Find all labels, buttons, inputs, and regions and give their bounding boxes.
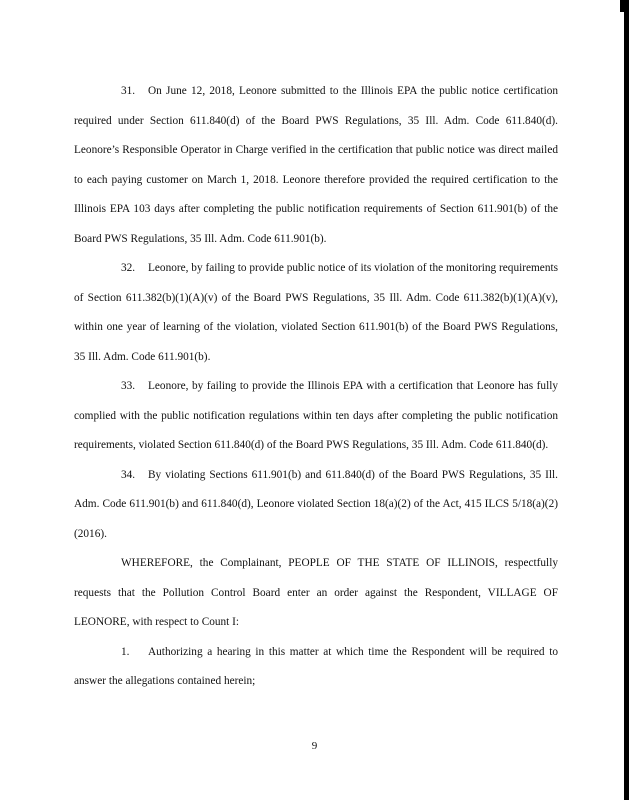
paragraph-number: 32. (121, 262, 136, 274)
wherefore-clause: WHEREFORE, the Complainant, PEOPLE OF THE STATE OF ILLINOIS, respectfully requests that the Pollution Control Board enter an order against the Respondent, VILLAGE OF LEONORE, with respect to Count I: (74, 557, 558, 628)
request-number: 1. (121, 645, 130, 658)
scan-corner-shadow (620, 0, 629, 12)
paragraph-text: Leonore, by failing to provide the Illinois EPA with a certification that Leonore has fully complied with the public notification regulations within ten days after completing the public notification requirements, violated Section 611.840(d) of the Board PWS Regulations, 35 Ill. Adm. Code 611.840(d). (74, 380, 558, 451)
paragraph-32 (74, 254, 558, 372)
paragraph-number: 31. (121, 85, 136, 97)
paragraph-text: On June 12, 2018, Leonore submitted to the Illinois EPA the public notice certification required under Section 611.840(d) of the Board PWS Regulations, 35 Ill. Adm. Code 611.840(d). Leonore’s Responsible Operator in Charge verified in the certification that public notice was direct mailed to each paying customer on March 1, 2018. Leonore therefore provided the required certification to the Illinois EPA 103 days after completing the public notification requirements of Section 611.901(b) of the Board PWS Regulations, 35 Ill. Adm. Code 611.901(b). (74, 85, 558, 245)
document-body (74, 77, 558, 697)
paragraph-text: Leonore, by failing to provide public notice of its violation of the monitoring requirements of Section 611.382(b)(1)(A)(v) of the Board PWS Regulations, 35 Ill. Adm. Code 611.382(b)(1)(A)(v), within one year of learning of the violation, violated Section 611.901(b) of the Board PWS Regulations, 35 Ill. Adm. Code 611.901(b). (74, 262, 558, 363)
request-1 (74, 638, 558, 697)
paragraph-number: 33. (121, 380, 136, 392)
paragraph-31 (74, 77, 558, 254)
request-text: Authorizing a hearing in this matter at which time the Respondent will be required to answer the allegations contained herein; (74, 645, 558, 687)
paragraph-text: By violating Sections 611.901(b) and 611.840(d) of the Board PWS Regulations, 35 Ill. Adm. Code 611.901(b) and 611.840(d), Leonore violated Section 18(a)(2) of the Act, 415 ILCS 5/18(a)(2) (2016). (74, 468, 558, 540)
paragraph-number: 34. (121, 468, 136, 481)
paragraph-33 (74, 372, 558, 461)
scan-edge-shadow (624, 0, 629, 800)
paragraph-34 (74, 461, 558, 550)
page-number: 9 (311, 740, 318, 752)
